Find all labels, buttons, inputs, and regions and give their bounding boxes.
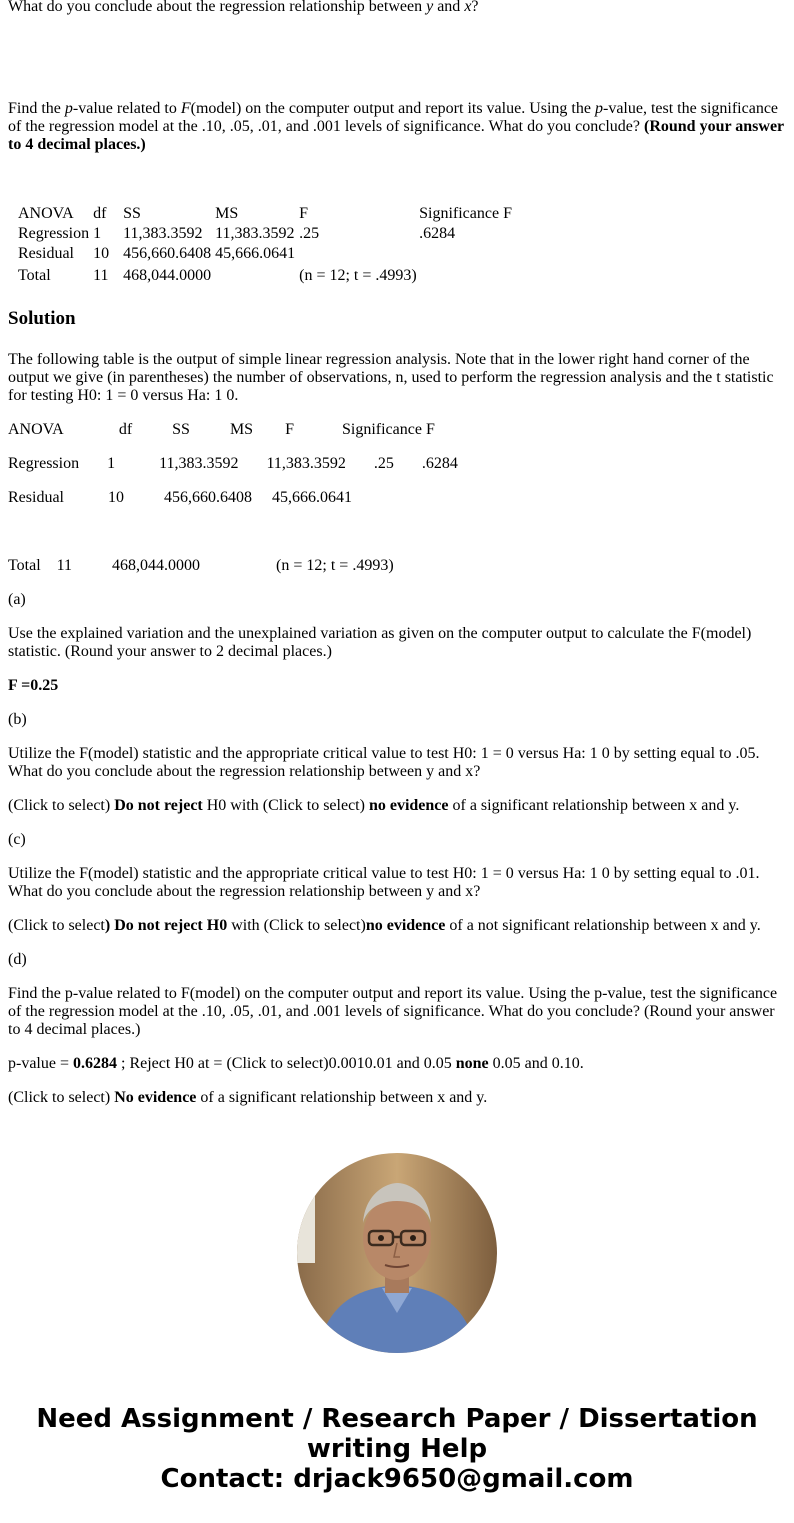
solution-table-header: ANOVA df SS MS F Significance F [8,421,435,438]
table-cell: 11,383.3592 [215,225,295,242]
part-b-label: (b) [8,711,27,728]
question-conclude-text: What do you conclude about the regression relationship between y and x? [8,0,479,15]
table-cell: ANOVA [18,205,74,222]
table-cell: 11,383.3592 [123,225,203,242]
solution-table-total: Total 11 468,044.0000 (n = 12; t = .4993) [8,557,394,574]
part-a-label: (a) [8,591,26,608]
anova-table [16,204,514,288]
table-row [16,204,514,224]
table-cell: Significance F [419,205,512,222]
part-c-label: (c) [8,831,26,848]
table-cell [417,244,514,264]
table-cell: MS [215,205,239,222]
table-cell: 456,660.6408 [123,245,212,262]
table-row [16,264,514,288]
table-cell [213,264,297,288]
solution-table-residual: Residual 10 456,660.6408 45,666.0641 [8,489,352,506]
part-a-question: Use the explained variation and the unexplained variation as given on the computer output to calculate the F(model) statistic. (Round your answer to 2 decimal places.) [8,625,752,660]
table-cell [297,244,417,264]
part-d-answer: p-value = 0.6284 ; Reject H0 at = (Click to select)0.0010.01 and 0.05 none 0.05 and 0.10. [8,1055,584,1072]
footer-line-1: Need Assignment / Research Paper / Dissertation [36,1404,758,1434]
solution-table-regression: Regression 1 11,383.3592 11,383.3592 .25 .6284 [8,455,458,472]
table-cell: 45,666.0641 [215,245,296,262]
table-cell: .25 [299,225,320,242]
part-b-answer: (Click to select) Do not reject H0 with (Click to select) no evidence of a significant relationship between x and y. [8,797,740,814]
author-avatar [297,1153,497,1353]
table-cell: 11 [93,267,109,284]
part-a-answer: F =0.25 [8,677,59,694]
table-cell: 1 [93,225,102,242]
part-c-answer: (Click to select) Do not reject H0 with (Click to select)no evidence of a not significant relationship between x and y. [8,917,761,934]
table-row [16,244,514,264]
table-row [16,224,514,244]
table-cell: F [299,205,309,222]
table-cell: Residual [18,245,74,262]
table-cell: df [93,205,107,222]
solution-heading: Solution [8,308,76,329]
footer-contact-banner [0,1404,794,1494]
part-b-question: Utilize the F(model) statistic and the appropriate critical value to test H0: 1 = 0 versus Ha: 1 0 by setting equal to .05. What do you conclude about the regression relationship between y and x? [8,745,760,780]
table-cell: .6284 [419,225,456,242]
table-cell: (n = 12; t = .4993) [299,267,417,284]
part-d-question: Find the p-value related to F(model) on the computer output and report its value. Using the p-value, test the significance of the regression model at the .10, .05, .01, and .001 levels of significance. What do you conclude? (Round your answer to 4 decimal places.) [8,985,778,1038]
table-cell: 10 [93,245,110,262]
part-d-conclusion: (Click to select) No evidence of a significant relationship between x and y. [8,1089,488,1106]
solution-intro: The following table is the output of simple linear regression analysis. Note that in the lower right hand corner of the output we give (in parentheses) the number of observations, n, used to perform the regression analysis and the t statistic for testing H0: 1 = 0 versus Ha: 1 0. [8,351,774,404]
table-cell: Regression [18,225,90,242]
footer-contact-email: Contact: drjack9650@gmail.com [160,1464,634,1494]
table-cell: SS [123,205,141,222]
part-d-label: (d) [8,951,27,968]
table-cell: Total [18,267,51,284]
question-find-pvalue-text: Find the p-value related to F(model) on the computer output and report its value. Using the p-value, test the significance of the regression model at the .10, .05, .01, and .001 levels of significance. What do you conclude? (Round your answer to 4 decimal places.) [8,100,784,153]
part-c-question: Utilize the F(model) statistic and the appropriate critical value to test H0: 1 = 0 versus Ha: 1 0 by setting equal to .01. What do you conclude about the regression relationship between y and x? [8,865,760,900]
footer-line-2: writing Help [306,1434,488,1464]
person-portrait-icon [297,1153,497,1353]
table-cell: 468,044.0000 [123,267,212,284]
